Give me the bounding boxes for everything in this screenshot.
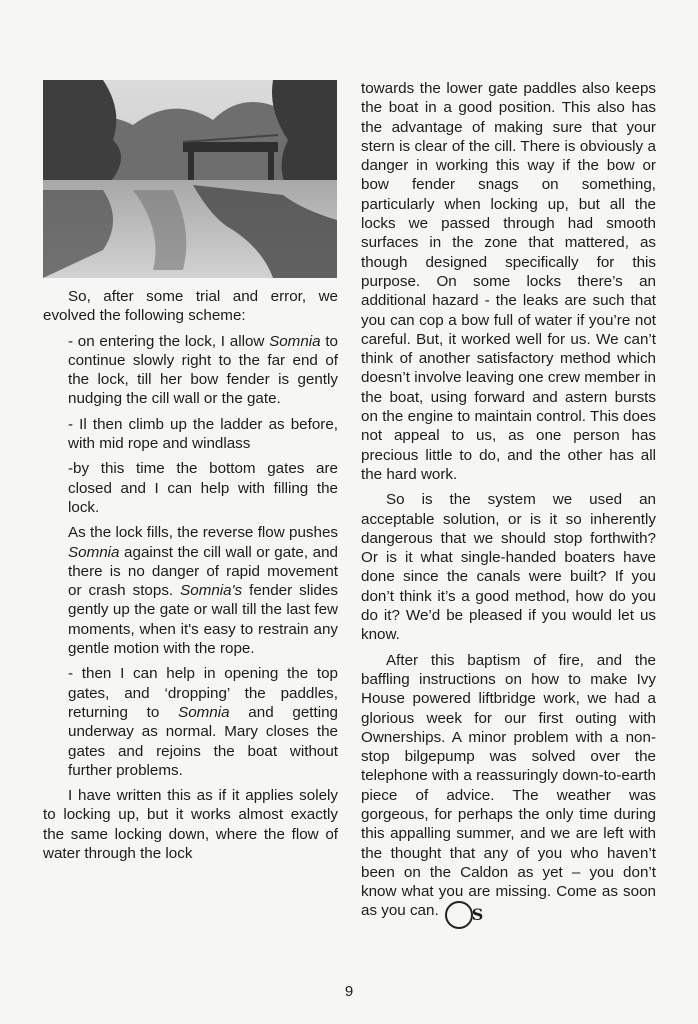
right-paragraph-1: towards the lower gate paddles also keeps the boat in a good position. This also has the advantage of making sure that your stern is clear of the cill. There is obviously a danger in working this way if the bow or bow fender snags on something, particularly when locking up, but all the locks we passed through had smooth surfaces in the zone that mattered, as though designed specifically for this purpose. On some locks there’s an additional hazard - the leaks are such that you can cop a bow full of water if you’re not careful. But, it worked well for us. We can’t think of another satisfactory method which doesn’t involve leaving one crew member in the boat, using forward and astern bursts on the engine to maintain control. This does not appeal to us, as one person has precious little to do, and the other has all the hard work.	[361, 80, 656, 483]
left-paragraph-5: As the lock fills, the reverse flow pushes Somnia against the cill wall or gate, and there is no danger of rapid movement or crash stops. Somnia's fender slides gently up the gate or wall till the last few moments, when it's easy to restrain any gentle motion with the rope.	[68, 524, 338, 658]
left-column	[43, 287, 338, 869]
left-paragraph-1: So, after some trial and error, we evolved the following scheme:	[43, 288, 338, 325]
right-column	[361, 79, 656, 935]
left-paragraph-7: I have written this as if it applies solely to locking up, but it works almost exactly the same locking down, where the flow of water through the lock	[43, 787, 338, 863]
left-paragraph-6: - then I can help in opening the top gates, and ‘dropping’ the paddles, returning to Somnia and getting underway as normal. Mary closes the gates and rejoins the boat without further problems.	[68, 665, 338, 779]
left-paragraph-3: - Il then climb up the ladder as before, with mid rope and windlass	[68, 415, 338, 453]
left-paragraph-2: - on entering the lock, I allow Somnia to continue slowly right to the far end of the lock, till her bow fender is gently nudging the cill wall or the gate.	[68, 332, 339, 408]
right-paragraph-2: So is the system we used an acceptable solution, or is it so inherently dangerous that we should stop forthwith? Or is it what single-handed boaters have done since the canals were built? If you don’t think it’s a good method, how do you do it? We’d be pleased if you would let us know.	[361, 491, 656, 644]
canal-lock-photo-icon	[43, 80, 337, 278]
left-paragraph-4: -by this time the bottom gates are closed and I can help with filling the lock.	[68, 460, 338, 516]
right-paragraph-3: After this baptism of fire, and the baffling instructions on how to make Ivy House powered liftbridge work, we had a glorious week for our first outing with Ownerships. A minor problem with a non-stop bilgepump was solved over the telephone with a reassuringly down-to-earth piece of advice. The weather was gorgeous, for perhaps the only time during this appalling summer, and we are left with the thought that any of you who haven’t been on the Caldon as yet – you don’t know what you are missing. Come as soon as you can. S	[361, 651, 656, 930]
somnia-logo-icon: S	[445, 901, 473, 929]
canal-lock-photo	[43, 80, 337, 278]
page-number: 9	[344, 983, 354, 1000]
